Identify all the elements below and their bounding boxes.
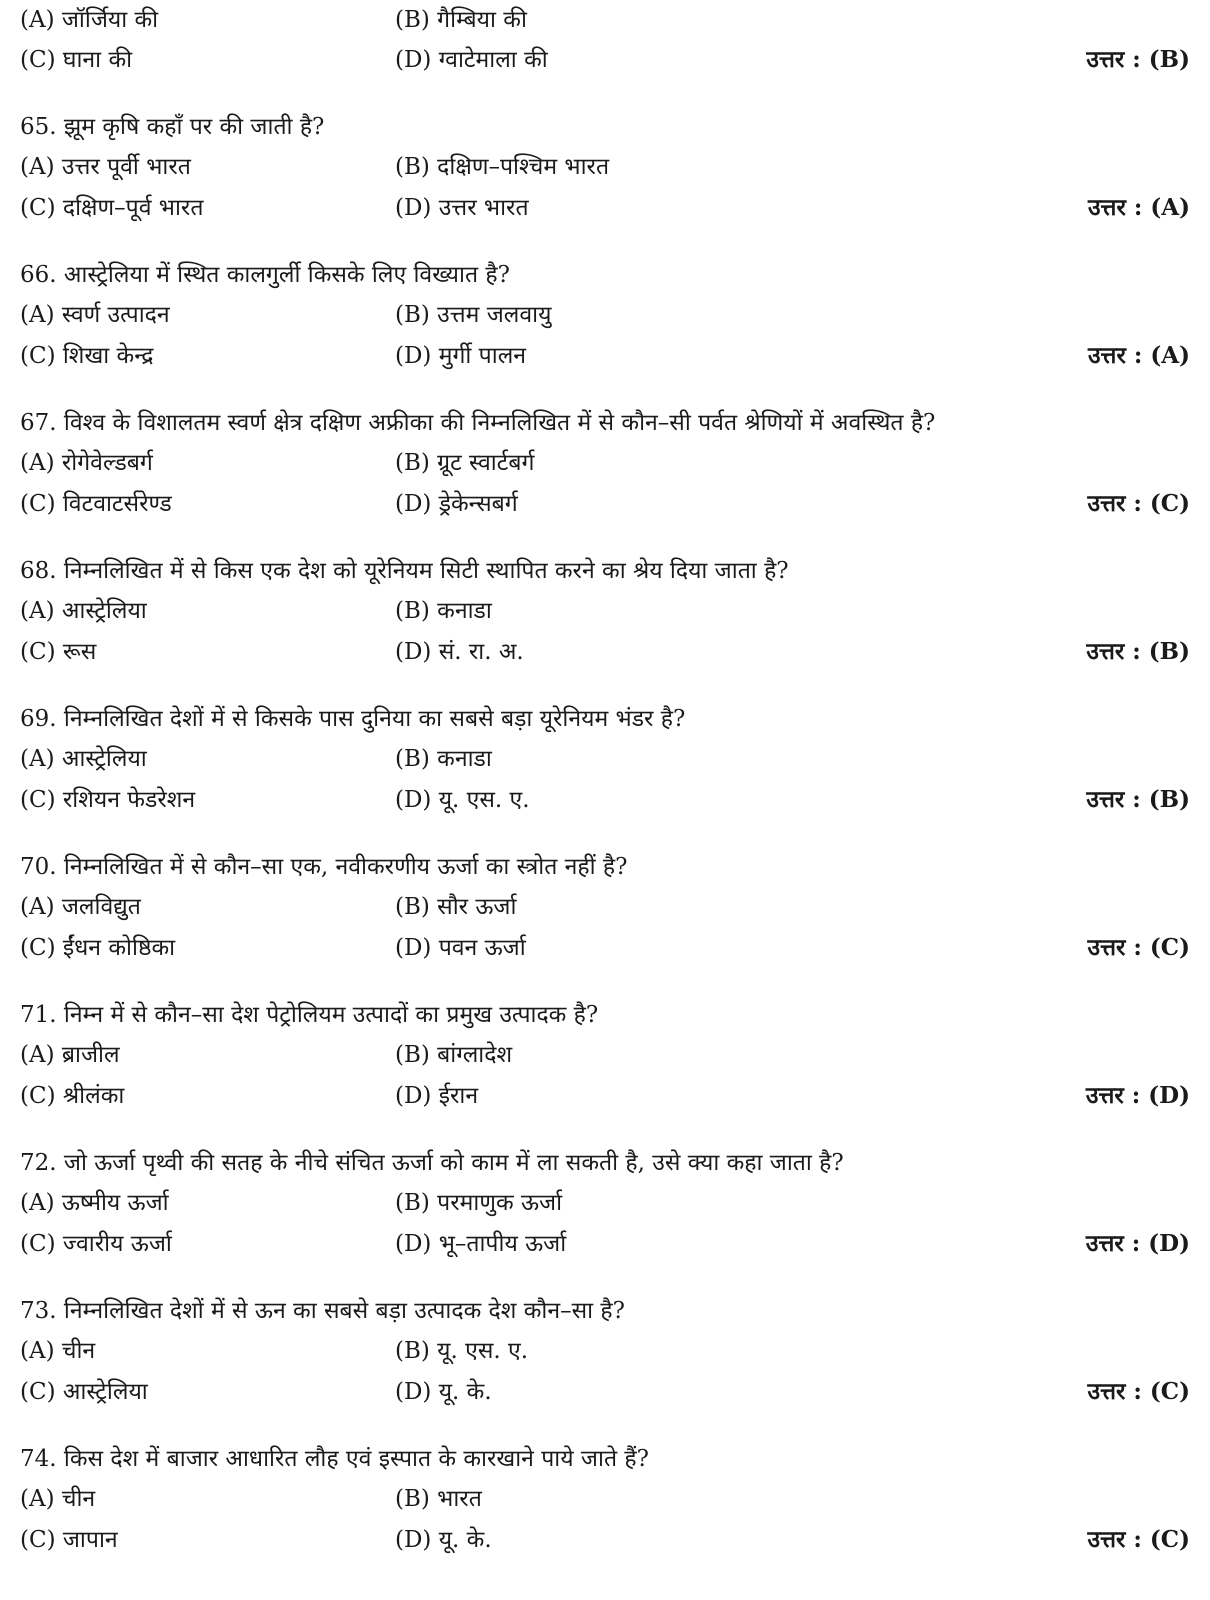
option-a: (A) जॉर्जिया की (20, 7, 159, 33)
options-row-ab (20, 1035, 1190, 1075)
options-row-cd (20, 1076, 1190, 1116)
answer (1088, 1520, 1191, 1560)
options-row-ab (20, 147, 1190, 187)
answer-value: (C) (1149, 1526, 1190, 1553)
option-b: (B) ग्रूट स्वार्टबर्ग (395, 450, 535, 476)
options-row-cd (20, 336, 1190, 376)
question-text: 67. विश्व के विशालतम स्वर्ण क्षेत्र दक्षिण अफ्रीका की निम्नलिखित में से कौन–सी पर्वत श्रेणियों में अवस्थित है? (20, 410, 936, 436)
answer-value: (B) (1148, 786, 1190, 813)
answer-label: उत्तर (1087, 1526, 1126, 1553)
options-row-ab (20, 1183, 1190, 1223)
options-row-ab (20, 1479, 1190, 1519)
question-text: 73. निम्नलिखित देशों में से ऊन का सबसे बड़ा उत्पादक देश कौन–सा है? (20, 1298, 625, 1324)
answer-separator: : (1125, 934, 1150, 961)
option-b: (B) कनाडा (395, 746, 492, 772)
options-row-cd (20, 40, 1190, 80)
option-c: (C) रशियन फेडरेशन (20, 787, 196, 813)
option-a: (A) स्वर्ण उत्पादन (20, 302, 170, 328)
answer-value: (B) (1148, 638, 1190, 665)
options-row-cd (20, 1224, 1190, 1264)
option-a: (A) आस्ट्रेलिया (20, 746, 147, 772)
option-c: (C) जापान (20, 1527, 118, 1553)
answer-separator: : (1125, 194, 1151, 221)
answer-label: उत्तर (1087, 342, 1126, 369)
question-text: 68. निम्नलिखित में से किस एक देश को यूरेनियम सिटी स्थापित करने का श्रेय दिया जाता है? (20, 558, 789, 584)
options-row-cd (20, 188, 1190, 228)
question-text: 65. झूम कृषि कहाँ पर की जाती है? (20, 114, 325, 140)
options-row-ab (20, 739, 1190, 779)
answer-value: (C) (1149, 1378, 1190, 1405)
answer-label: उत्तर (1087, 490, 1126, 517)
option-c: (C) श्रीलंका (20, 1083, 125, 1109)
answer (1088, 484, 1191, 524)
option-b: (B) कनाडा (395, 598, 492, 624)
answer-label: उत्तर (1085, 1082, 1124, 1109)
option-d: (D) ईरान (395, 1083, 479, 1109)
option-b: (B) सौर ऊर्जा (395, 894, 517, 920)
answer-separator: : (1123, 1230, 1149, 1257)
answer-value: (A) (1150, 194, 1190, 221)
answer-label: उत्तर (1086, 638, 1125, 665)
answer-value: (A) (1150, 342, 1190, 369)
option-c: (C) रूस (20, 639, 97, 665)
option-d: (D) यू. के. (395, 1527, 492, 1553)
question-text: 74. किस देश में बाजार आधारित लौह एवं इस्पात के कारखाने पाये जाते हैं? (20, 1446, 649, 1472)
option-c: (C) शिखा केन्द्र (20, 343, 154, 369)
answer-separator: : (1125, 1378, 1150, 1405)
answer-separator: : (1125, 342, 1151, 369)
question-text: 72. जो ऊर्जा पृथ्वी की सतह के नीचे संचित ऊर्जा को काम में ला सकती है, उसे क्या कहा जाता है? (20, 1150, 844, 1176)
answer (1088, 1372, 1191, 1412)
question-text: 70. निम्नलिखित में से कौन–सा एक, नवीकरणीय ऊर्जा का स्त्रोत नहीं है? (20, 854, 628, 880)
answer-separator: : (1125, 490, 1150, 517)
answer (1086, 1076, 1190, 1116)
answer-label: उत्तर (1087, 1378, 1126, 1405)
options-row-ab (20, 295, 1190, 335)
option-a: (A) आस्ट्रेलिया (20, 598, 147, 624)
option-d: (D) यू. एस. ए. (395, 787, 530, 813)
answer-separator: : (1124, 46, 1149, 73)
answer (1086, 632, 1190, 672)
option-b: (B) बांग्लादेश (395, 1042, 513, 1068)
option-b: (B) गैम्बिया की (395, 7, 527, 33)
answer (1086, 1224, 1190, 1264)
option-c: (C) ज्वारीय ऊर्जा (20, 1231, 172, 1257)
answer (1088, 188, 1190, 228)
option-d: (D) ड्रेकेन्सबर्ग (395, 491, 518, 517)
option-d: (D) मुर्गी पालन (395, 343, 527, 369)
option-c: (C) ईंधन कोष्ठिका (20, 935, 176, 961)
options-row-cd (20, 928, 1190, 968)
options-row-ab (20, 0, 1190, 40)
answer-label: उत्तर (1085, 1230, 1124, 1257)
answer-separator: : (1125, 1526, 1150, 1553)
answer-value: (B) (1148, 46, 1190, 73)
answer (1086, 780, 1190, 820)
question-text: 66. आस्ट्रेलिया में स्थित कालगुर्ली किसके लिए विख्यात है? (20, 262, 510, 288)
answer (1088, 336, 1190, 376)
options-row-cd (20, 1520, 1190, 1560)
option-b: (B) भारत (395, 1486, 482, 1512)
answer-label: उत्तर (1087, 194, 1126, 221)
option-c: (C) आस्ट्रेलिया (20, 1379, 148, 1405)
option-d: (D) उत्तर भारत (395, 195, 529, 221)
answer-label: उत्तर (1086, 786, 1125, 813)
options-row-cd (20, 632, 1190, 672)
option-a: (A) ऊष्मीय ऊर्जा (20, 1190, 169, 1216)
options-row-ab (20, 1331, 1190, 1371)
option-c: (C) घाना की (20, 47, 133, 73)
answer-label: उत्तर (1086, 46, 1125, 73)
option-a: (A) चीन (20, 1486, 96, 1512)
option-b: (B) यू. एस. ए. (395, 1338, 529, 1364)
option-d: (D) ग्वाटेमाला की (395, 47, 548, 73)
option-a: (A) जलविद्युत (20, 894, 141, 920)
question-text: 71. निम्न में से कौन–सा देश पेट्रोलियम उत्पादों का प्रमुख उत्पादक है? (20, 1002, 599, 1028)
option-d: (D) भू–तापीय ऊर्जा (395, 1231, 567, 1257)
answer-separator: : (1123, 1082, 1149, 1109)
answer-value: (D) (1148, 1082, 1190, 1109)
option-d: (D) सं. रा. अ. (395, 639, 524, 665)
option-a: (A) उत्तर पूर्वी भारत (20, 154, 191, 180)
answer-value: (C) (1149, 490, 1190, 517)
option-c: (C) विटवाटर्सरेण्ड (20, 491, 172, 517)
options-row-cd (20, 1372, 1190, 1412)
answer-separator: : (1124, 638, 1149, 665)
question-text: 69. निम्नलिखित देशों में से किसके पास दुनिया का सबसे बड़ा यूरेनियम भंडर है? (20, 706, 686, 732)
option-a: (A) रोगेवेल्डबर्ग (20, 450, 153, 476)
options-row-ab (20, 443, 1190, 483)
answer-value: (C) (1149, 934, 1190, 961)
options-row-cd (20, 484, 1190, 524)
answer-label: उत्तर (1087, 934, 1126, 961)
option-b: (B) दक्षिण–पश्चिम भारत (395, 154, 610, 180)
option-d: (D) पवन ऊर्जा (395, 935, 526, 961)
option-d: (D) यू. के. (395, 1379, 492, 1405)
answer (1086, 40, 1190, 80)
option-a: (A) ब्राजील (20, 1042, 120, 1068)
answer (1088, 928, 1191, 968)
option-a: (A) चीन (20, 1338, 96, 1364)
option-b: (B) उत्तम जलवायु (395, 302, 552, 328)
answer-value: (D) (1148, 1230, 1190, 1257)
options-row-cd (20, 780, 1190, 820)
option-c: (C) दक्षिण–पूर्व भारत (20, 195, 204, 221)
options-row-ab (20, 887, 1190, 927)
option-b: (B) परमाणुक ऊर्जा (395, 1190, 563, 1216)
answer-separator: : (1124, 786, 1149, 813)
options-row-ab (20, 591, 1190, 631)
